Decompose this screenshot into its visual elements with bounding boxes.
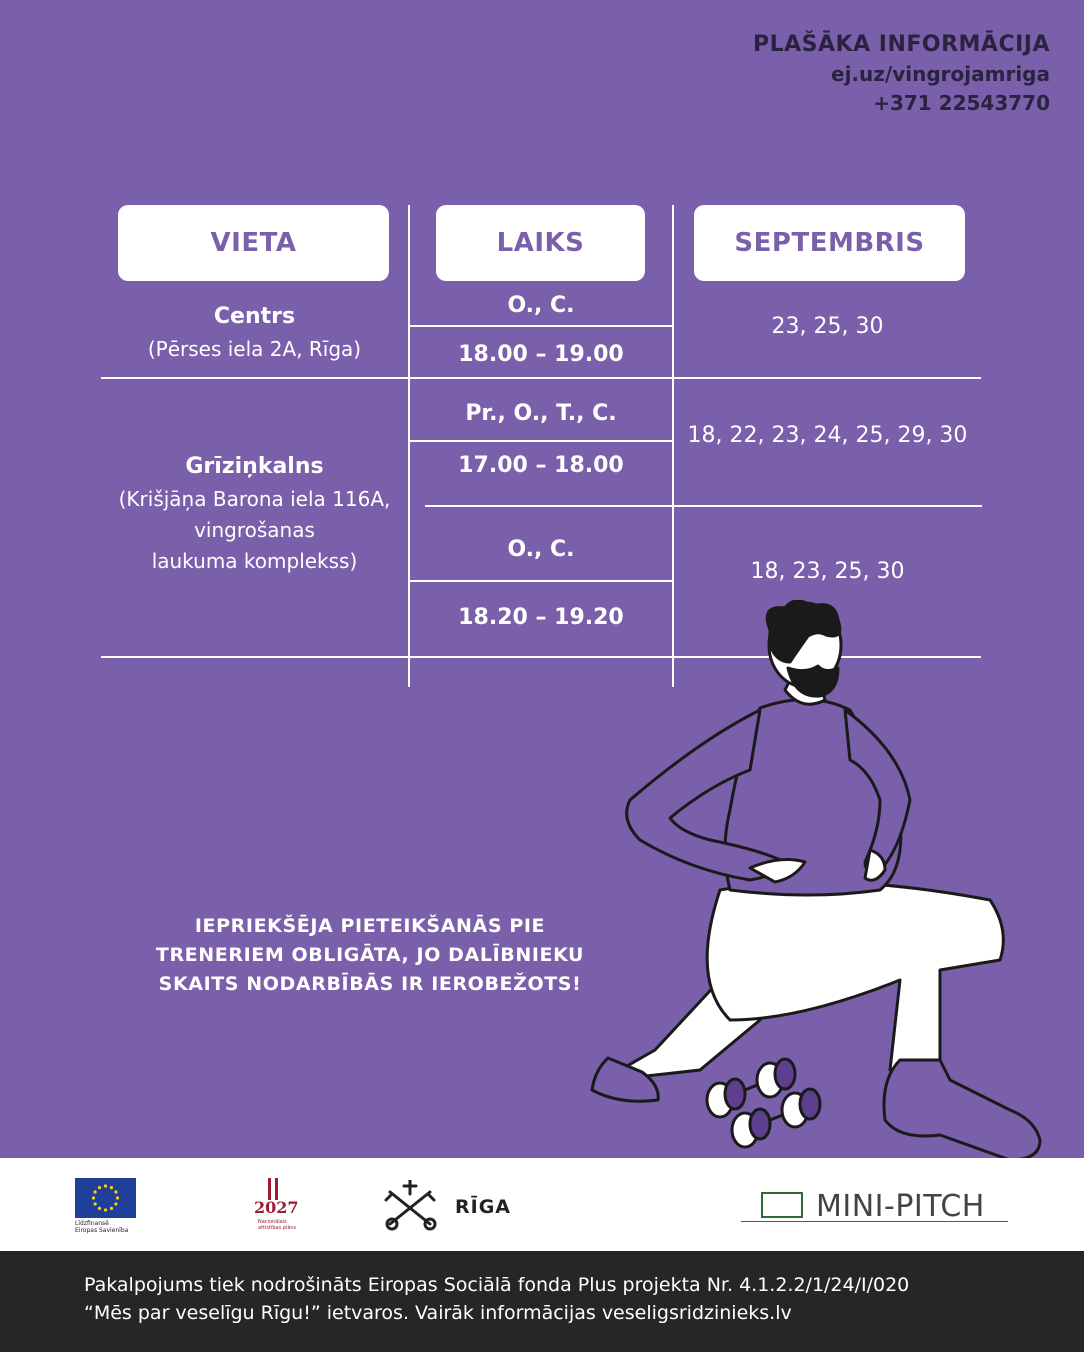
dates-cell: 18, 23, 25, 30 (750, 559, 905, 584)
plan-caption-line: attīstības plāns (258, 1225, 297, 1231)
info-title: PLAŠĀKA INFORMĀCIJA (752, 32, 1050, 57)
eu-caption-line: Līdzfinansē (75, 1220, 109, 1227)
info-phone[interactable]: +371 22543770 (873, 91, 1050, 115)
notice-line: SKAITS NODARBĪBĀS IR IEROBEŽOTS! (158, 973, 582, 995)
dates-cell: 18, 22, 23, 24, 25, 29, 30 (687, 423, 968, 448)
exercise-illustration (580, 600, 1060, 1190)
notice-line: TRENERIEM OBLIGĀTA, JO DALĪBNIEKU (155, 944, 585, 966)
plan-caption (258, 1219, 296, 1231)
location-address: (Krišjāņa Barona iela 116A, (118, 487, 391, 511)
eu-caption-line: Eiropas Savienība (75, 1227, 129, 1234)
riga-label: RĪGA (455, 1196, 511, 1218)
header-laiks: LAIKS (436, 205, 645, 281)
time-cell: 18.20 – 19.20 (458, 605, 624, 630)
location-grizinkalns (92, 450, 417, 577)
time-cell: 18.00 – 19.00 (458, 342, 624, 367)
contact-info (753, 30, 1050, 118)
notice-line: IEPRIEKŠĒJA PIETEIKŠANĀS PIE (194, 915, 546, 937)
info-link[interactable]: ej.uz/vingrojamriga (831, 62, 1050, 86)
location-address: (Pērses iela 2A, Rīga) (147, 337, 362, 361)
plan-logo-bar-icon (268, 1178, 271, 1200)
days-cell: Pr., O., T., C. (465, 401, 617, 426)
time-divider-1 (410, 325, 672, 327)
eu-caption (75, 1220, 145, 1234)
plan-year: 2027 (254, 1198, 299, 1217)
days-cell: O., C. (507, 537, 575, 562)
location-centrs (101, 300, 408, 365)
footer-line: “Mēs par veselīgu Rīgu!” ietvaros. Vairāk informācijas veseligsridzinieks.lv (84, 1302, 792, 1324)
eu-flag-icon (75, 1178, 136, 1218)
plan-logo-bar-icon (275, 1178, 278, 1200)
riga-keys-icon (384, 1180, 444, 1232)
days-cell: O., C. (507, 293, 575, 318)
minipitch-logo-icon (761, 1192, 803, 1218)
time-divider-2 (410, 440, 672, 442)
location-address: vingrošanas (194, 518, 315, 542)
location-name: Grīziņkalns (185, 454, 324, 479)
footer-line: Pakalpojums tiek nodrošināts Eiropas Sociālā fonda Plus projekta Nr. 4.1.2.2/1/24/I/020 (84, 1274, 910, 1296)
location-name: Centrs (213, 304, 296, 329)
dates-cell: 23, 25, 30 (771, 314, 884, 339)
header-septembris: SEPTEMBRIS (694, 205, 965, 281)
row-divider-2 (425, 505, 982, 507)
registration-notice (110, 912, 630, 999)
logos-bar (0, 1158, 1084, 1251)
time-cell: 17.00 – 18.00 (458, 453, 624, 478)
plan-caption-line: Nacionālais (258, 1219, 287, 1225)
minipitch-label: MINI-PITCH (816, 1189, 985, 1224)
time-divider-3 (410, 580, 672, 582)
location-address: laukuma komplekss) (151, 549, 358, 573)
header-vieta: VIETA (118, 205, 389, 281)
footer (0, 1251, 1084, 1352)
row-divider-1 (101, 377, 981, 379)
